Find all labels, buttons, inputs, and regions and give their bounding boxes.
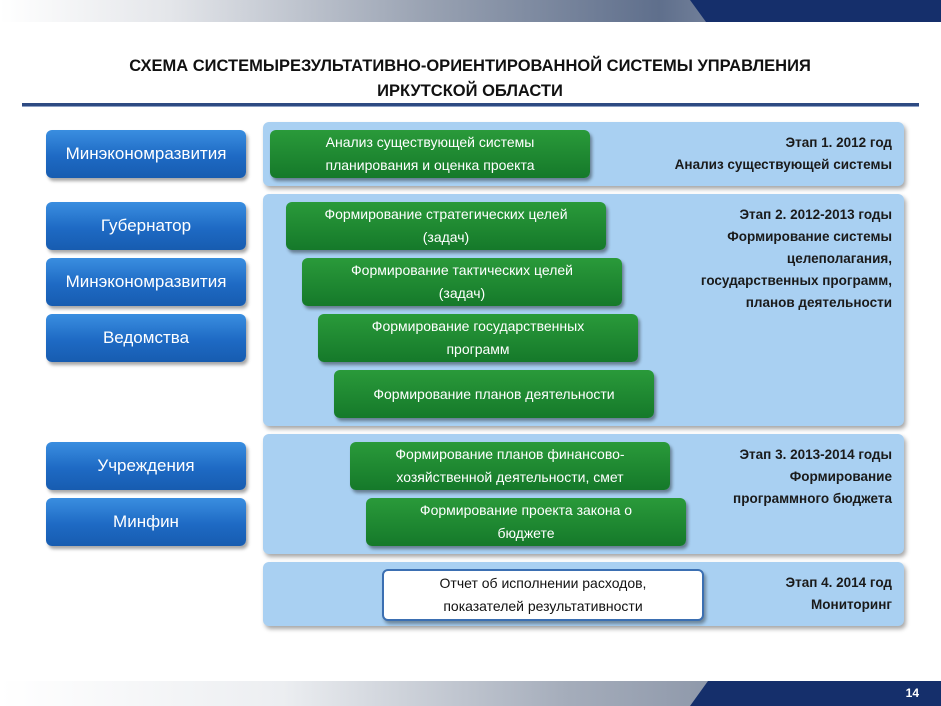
stage-label-line: целеполагания, — [786, 251, 892, 266]
process-step — [334, 370, 654, 418]
top-decor-accent — [690, 0, 941, 22]
process-step — [318, 314, 638, 362]
step-line: Формирование тактических целей — [351, 262, 573, 278]
step-line: (задач) — [422, 229, 470, 245]
step-line: программ — [446, 341, 510, 357]
actor-box: Минфин — [46, 498, 246, 546]
process-step — [302, 258, 622, 306]
step-line: Формирование стратегических целей — [324, 206, 568, 222]
actor-box: Ведомства — [46, 314, 246, 362]
title-line-2: ИРКУТСКОЙ ОБЛАСТИ — [377, 82, 563, 100]
title-divider — [22, 103, 919, 106]
process-step — [286, 202, 606, 250]
actor-box: Учреждения — [46, 442, 246, 490]
process-step-report — [382, 569, 704, 621]
stage-label-line: государственных программ, — [700, 273, 892, 288]
step-line: хозяйственной деятельности, смет — [396, 469, 624, 485]
process-step — [350, 442, 670, 490]
step-line: Формирование планов финансово- — [395, 446, 625, 462]
stage-label-line: Этап 2. 2012-2013 годы — [739, 207, 892, 222]
step-line: (задач) — [438, 285, 486, 301]
stage-label-2 — [701, 204, 892, 314]
step-line: Формирование планов деятельности — [373, 385, 615, 402]
process-step — [366, 498, 686, 546]
actor-box: Минэкономразвития — [46, 130, 246, 178]
step-line: Отчет об исполнении расходов, — [439, 575, 647, 591]
stage-label-line: программного бюджета — [733, 491, 892, 506]
process-step — [270, 130, 590, 178]
stage-label-4 — [785, 572, 892, 616]
bottom-decor-accent — [690, 681, 941, 706]
stage-label-line: Этап 1. 2012 год — [785, 135, 892, 150]
stage-label-line: Формирование системы — [727, 229, 892, 244]
actor-box: Губернатор — [46, 202, 246, 250]
stage-label-1 — [675, 132, 892, 176]
step-line: Анализ существующей системы — [325, 134, 535, 150]
stage-label-line: Формирование — [789, 469, 892, 484]
stage-label-line: планов деятельности — [745, 295, 892, 310]
stage-label-3 — [733, 444, 892, 510]
stage-label-line: Этап 3. 2013-2014 годы — [739, 447, 892, 462]
step-line: Формирование проекта закона о — [419, 502, 633, 518]
page-number: 14 — [905, 686, 919, 700]
stage-label-line: Мониторинг — [811, 597, 892, 612]
step-line: планирования и оценка проекта — [325, 157, 535, 173]
stage-label-line: Анализ существующей системы — [674, 157, 892, 172]
stage-label-line: Этап 4. 2014 год — [785, 575, 892, 590]
step-line: показателей результативности — [443, 598, 643, 614]
step-line: бюджете — [497, 525, 555, 541]
step-line: Формирование государственных — [371, 318, 585, 334]
page-title — [60, 54, 880, 104]
title-line-1: СХЕМА СИСТЕМЫРЕЗУЛЬТАТИВНО-ОРИЕНТИРОВАННОЙ СИСТЕМЫ УПРАВЛЕНИЯ — [129, 57, 811, 75]
actor-box: Минэкономразвития — [46, 258, 246, 306]
